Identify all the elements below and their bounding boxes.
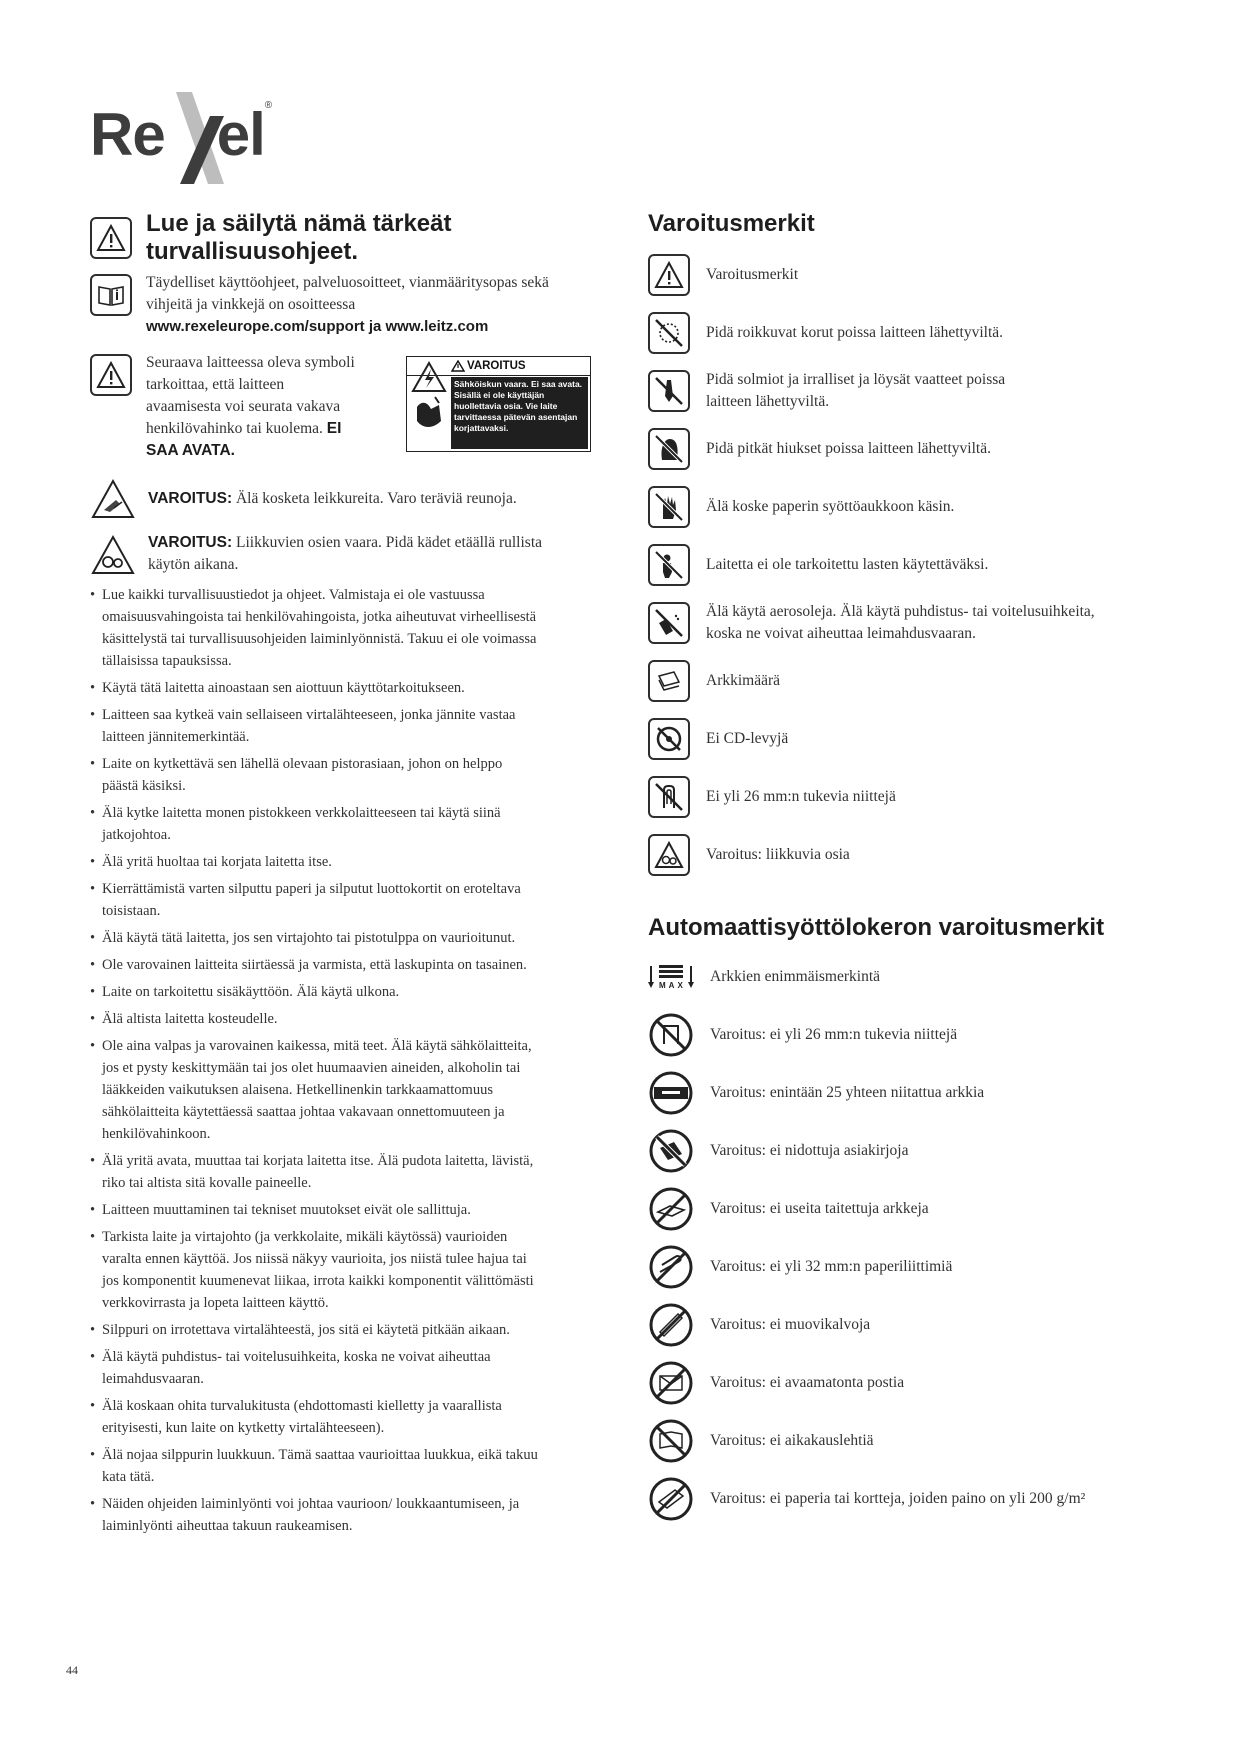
info-row [90,272,590,338]
list-item: • Ole aina valpas ja varovainen kaikessa, mitä teet. Älä käytä sähkölaitteita, jos et pysty keskittymään tai jos olet huumaavien aineiden, alkoholin tai lääkkeiden vaikutuksen alaisena. Hetkellinenkin tarkkaamattomuus sähkölaitteita käytettäessä saattaa johtaa vakavaan onnettomuuteen ja henkilövahinkoon. [90,1035,540,1145]
list-item: • Älä altista laitetta kosteudelle. [90,1008,540,1030]
no-aerosol-icon [648,602,690,644]
moving-parts-icon [648,834,690,876]
safety-bullet-list [90,584,540,1537]
no-heavy-staples-icon [648,1012,694,1058]
safety-instructions-column [90,210,590,1542]
list-item: • Ole varovainen laitteita siirtäessä ja varmista, että laskupinta on tasainen. [90,954,540,976]
no-paperclips-icon [648,1244,694,1290]
no-jewelry-icon [648,312,690,354]
sign-label: Pidä pitkät hiukset poissa laitteen lähettyviltä. [706,440,991,457]
warning-label: VAROITUS: [148,490,233,507]
no-folded-sheets-icon [648,1186,694,1232]
sign-label: Varoitus: ei useita taitettuja arkkeja [710,1200,929,1217]
warning-signs-list [648,246,1168,884]
list-item: • Laitteen muuttaminen tai tekniset muutokset eivät ole sallittuja. [90,1199,540,1221]
sign-label: Varoitus: ei avaamatonta postia [710,1374,905,1391]
sign-label: Varoitusmerkit [706,266,799,283]
list-item: • Älä käytä tätä laitetta, jos sen virtajohto tai pistotulppa on vaurioitunut. [90,927,540,949]
logo-text: Re el® [90,100,272,168]
sign-label: Pidä solmiot ja irralliset ja löysät vaatteet poissa laitteen lähettyviltä. [706,371,1006,410]
list-item: • Älä käytä puhdistus- tai voitelusuihkeita, koska ne voivat aiheuttaa leimahdusvaaran. [90,1346,540,1390]
list-item: • Älä yritä huoltaa tai korjata laitetta itse. [90,851,540,873]
page-number: 44 [66,1663,78,1677]
page-title: Lue ja säilytä nämä tärkeät turvallisuusohjeet. [146,210,452,265]
moving-parts-hazard-icon [90,534,136,576]
small-warning-icon [451,360,465,372]
list-item: • Laite on tarkoitettu sisäkäyttöön. Älä käytä ulkona. [90,981,540,1003]
sign-label: Varoitus: ei muovikalvoja [710,1316,871,1333]
sign-label: Pidä roikkuvat korut poissa laitteen lähettyviltä. [706,324,1004,341]
auto-sign-row [648,1470,1168,1528]
list-item: • Älä koskaan ohita turvalukitusta (ehdottomasti kielletty ja vaarallista erityisesti, kun laite on kytketty virtalähteeseen). [90,1395,540,1439]
sign-label: Laitetta ei ole tarkoitettu lasten käytettäväksi. [706,556,989,573]
no-tie-icon [648,370,690,412]
list-item: • Näiden ohjeiden laiminlyönti voi johtaa vaurioon/ loukkaantumiseen, ja laiminlyönti aiheuttaa takuun raukeamisen. [90,1493,540,1537]
sign-row [648,768,1168,826]
sign-row [648,536,1168,594]
no-cd-icon [648,718,690,760]
sign-label: Varoitus: liikkuvia osia [706,846,850,863]
warning-triangle-icon [90,354,132,396]
warning-triangle-icon [648,254,690,296]
sign-row [648,594,1168,652]
cutter-warning [148,488,517,510]
warning-triangle-icon [90,217,132,259]
list-item: • Käytä tätä laitetta ainoastaan sen aiottuun käyttötarkoitukseen. [90,677,540,699]
sign-label: Varoitus: ei yli 26 mm:n tukevia niittejä [710,1026,958,1043]
sign-row [648,246,1168,304]
list-item: • Laite on kytkettävä sen lähellä olevaan pistorasiaan, johon on helppo päästä käsiksi. [90,753,540,797]
section-title-auto-feed: Automaattisyöttölokeron varoitusmerkit [648,914,1105,941]
sign-label: Älä koske paperin syöttöaukkoon käsin. [706,498,955,515]
no-staples-icon [648,776,690,818]
sign-row [648,420,1168,478]
no-children-icon [648,544,690,586]
auto-sign-row [648,1064,1168,1122]
warning-signs-column [648,210,1168,1528]
list-item: • Älä kytke laitetta monen pistokkeen verkkolaitteeseen tai käytä siinä jatkojohtoa. [90,802,540,846]
label-body: Sähköiskun vaara. Ei saa avata. Sisällä ei ole käyttäjän huollettavia osia. Vie laite tarvittaessa pätevän asentajan korjattavaksi. [451,377,588,449]
logo-x-mark [172,88,228,188]
cutter-hazard-icon [90,478,136,520]
no-plastic-film-icon [648,1302,694,1348]
sign-label: Ei yli 26 mm:n tukevia niittejä [706,788,896,805]
sign-label: Arkkimäärä [706,672,781,689]
auto-sign-row [648,1122,1168,1180]
sign-label: Varoitus: ei yli 32 mm:n paperiliittimiä [710,1258,953,1275]
sign-label: Varoitus: enintään 25 yhteen niitattua arkkia [710,1084,985,1101]
cutter-warning-row [90,478,590,520]
rexel-logo [90,88,290,188]
auto-sign-row [648,1354,1168,1412]
max-fill-icon [648,962,694,992]
sign-row [648,826,1168,884]
rollers-warning-row [90,532,590,576]
stapled-sheets-icon [648,1070,694,1116]
list-item: • Kierrättämistä varten silputtu paperi ja silputut luottokortit on eroteltava toisistaan. [90,878,540,922]
no-long-hair-icon [648,428,690,470]
list-item: • Lue kaikki turvallisuustiedot ja ohjeet. Valmistaja ei ole vastuussa omaisuusvahingoista tai henkilövahingoista, jotka aiheutuvat virheellisestä käsittelystä tai turvallisuusohjeiden laiminlyönnistä. Takuu ei ole voimassa tällaisissa tapauksissa. [90,584,540,672]
auto-sign-row [648,1412,1168,1470]
info-block [146,272,590,338]
sign-label: Varoitus: ei paperia tai kortteja, joiden paino on yli 200 g/m² [710,1490,1086,1507]
auto-sign-row [648,1180,1168,1238]
symbol-text: Seuraava laitteessa oleva symboli tarkoittaa, että laitteen avaamisesta voi seurata vakava henkilövahinko tai kuolema. [146,354,355,437]
list-item: • Älä nojaa silppurin luukkuun. Tämä saattaa vaurioittaa luukkua, eikä takuu kata tätä. [90,1444,540,1488]
sign-label: Arkkien enimmäismerkintä [710,968,881,985]
no-magazines-icon [648,1418,694,1464]
list-item: • Laitteen saa kytkeä vain sellaiseen virtalähteeseen, jonka jännite vastaa laitteen jännitemerkintää. [90,704,540,748]
auto-feed-signs-list [648,948,1168,1528]
sign-label: Varoitus: ei nidottuja asiakirjoja [710,1142,909,1159]
support-links[interactable]: www.rexeleurope.com/support ja www.leitz.com [146,318,489,335]
sign-row [648,304,1168,362]
list-item: • Silppuri on irrotettava virtalähteestä, jos sitä ei käytetä pitkään aikaan. [90,1319,540,1341]
sign-label: Ei CD-levyjä [706,730,789,747]
symbol-section [90,352,590,482]
sheet-capacity-icon [648,660,690,702]
sign-row [648,652,1168,710]
sign-label: Varoitus: ei aikakauslehtiä [710,1432,874,1449]
auto-sign-row [648,948,1168,1006]
auto-sign-row [648,1006,1168,1064]
sign-row [648,362,1168,420]
auto-sign-row [648,1238,1168,1296]
no-hand-icon [648,486,690,528]
info-text: Täydelliset käyttöohjeet, palveluosoitteet, vianmääritysopas sekä vihjeitä ja vinkkejä on osoitteessa [146,274,549,313]
auto-sign-row [648,1296,1168,1354]
rollers-warning [148,532,548,576]
list-item: • Tarkista laite ja virtajohto (ja verkkolaite, mikäli käytössä) vaurioiden varalta ennen käyttöä. Jos niissä näkyy vaurioita, jos niistä tulee hajua tai jos komponentit kuumenevat liikaa, irrota kaikki komponentit välittömästi verkkovirrasta ja lopeta laitteen käyttö. [90,1226,540,1314]
sign-row [648,478,1168,536]
no-bound-docs-icon [648,1128,694,1174]
symbol-explanation [146,352,356,462]
max-text: MAX [659,981,686,990]
sign-row [648,710,1168,768]
do-not-open-text: EI SAA AVATA. [146,420,342,459]
title-row [90,210,590,266]
label-header-text: VAROITUS [467,360,526,372]
list-item: • Älä yritä avata, muuttaa tai korjata laitetta itse. Älä pudota laitetta, lävistä, riko tai altista sitä kovalle paineelle. [90,1150,540,1194]
sign-label: Älä käytä aerosoleja. Älä käytä puhdistus- tai voitelusuihkeita, koska ne voivat aiheuttaa leimahdusvaaran. [706,603,1095,642]
no-heavy-paper-icon [648,1476,694,1522]
warning-label: VAROITUS: [148,534,233,551]
shock-warning-label [406,356,591,452]
electric-shock-icon [409,359,449,449]
cutter-warning-text: Älä kosketa leikkureita. Varo teräviä reunoja. [232,490,517,507]
rollers-warning-text: Liikkuvien osien vaara. Pidä kädet etäällä rullista käytön aikana. [148,534,543,573]
no-unopened-mail-icon [648,1360,694,1406]
manual-info-icon [90,274,132,316]
section-title-warning-signs: Varoitusmerkit [648,210,815,237]
